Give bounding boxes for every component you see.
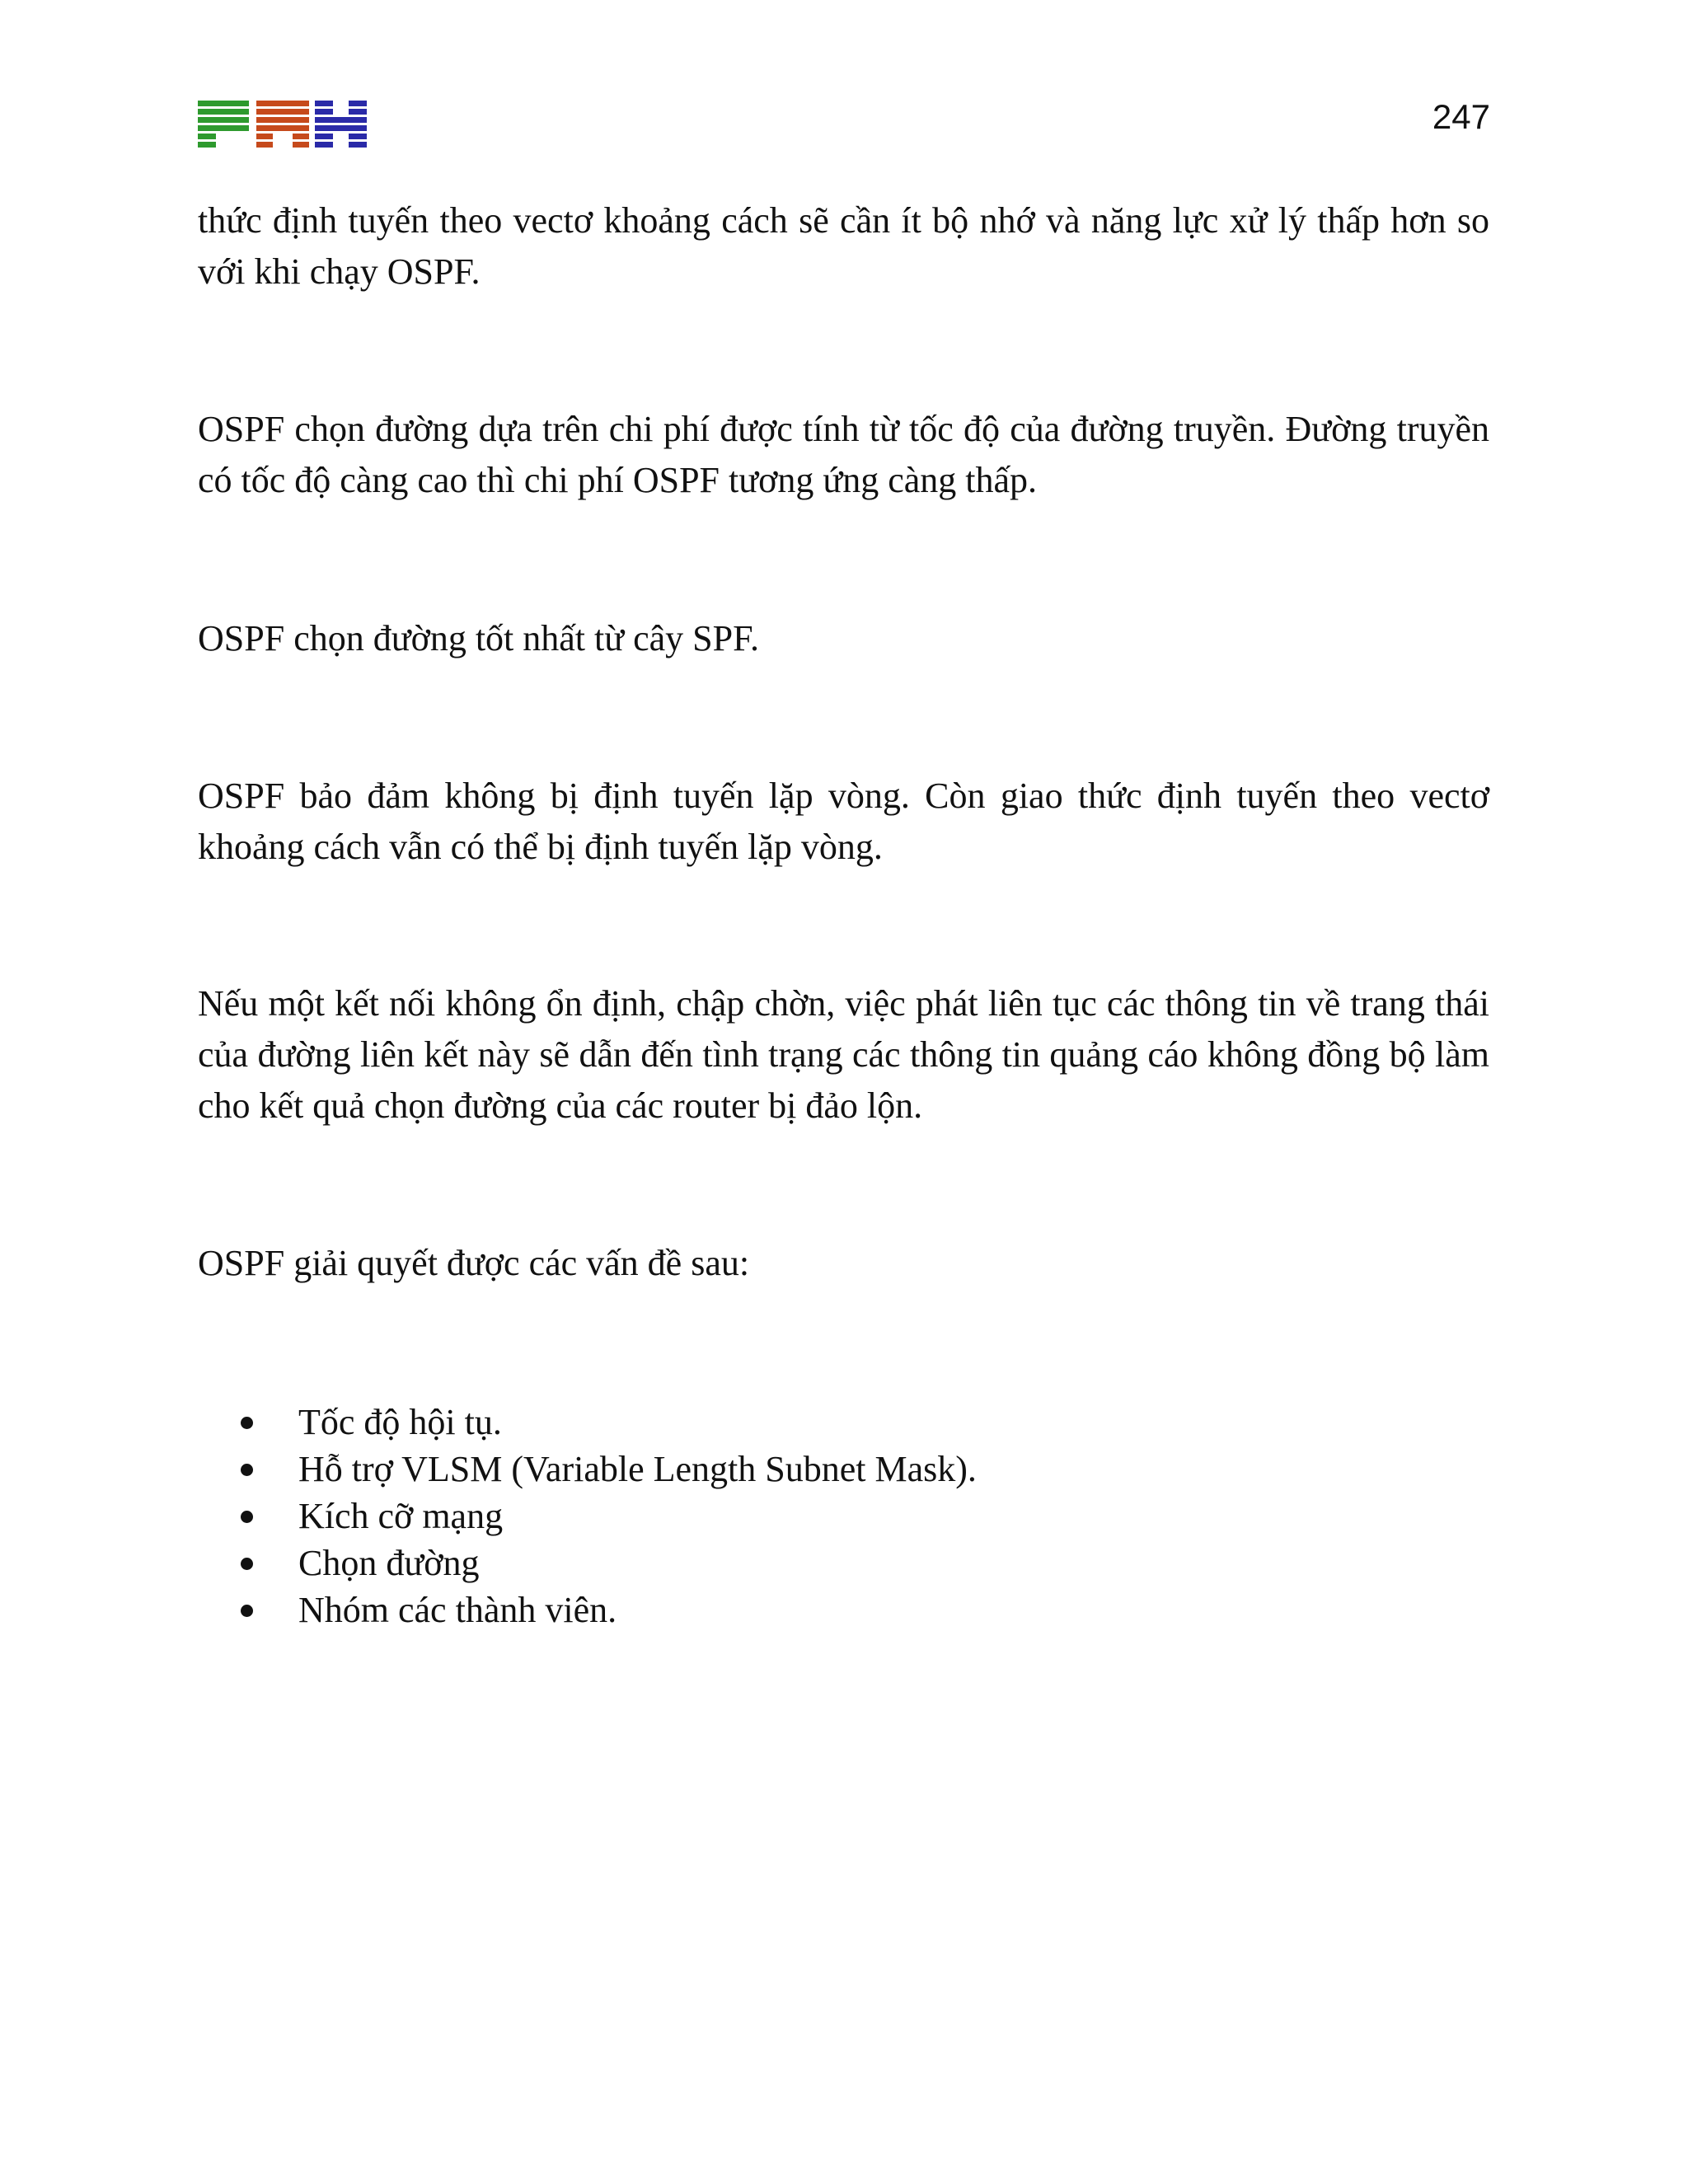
list-item-text: Nhóm các thành viên. [298, 1590, 617, 1630]
list-item-text: Tốc độ hội tụ. [298, 1402, 502, 1442]
logo-letter-p [198, 101, 249, 148]
paragraph-3: OSPF chọn đường tốt nhất từ cây SPF. [198, 618, 760, 658]
list-item [198, 1540, 1489, 1586]
list-item [198, 1493, 1489, 1540]
page-number: 247 [1432, 97, 1490, 136]
paragraph-4: OSPF bảo đảm không bị định tuyến lặp vòng. Còn giao thức định tuyến theo vectơ khoảng cách vẫn có thể bị định tuyến lặp vòng. [198, 776, 1489, 867]
list-item-text: Hỗ trợ VLSM (Variable Length Subnet Mask). [298, 1449, 977, 1489]
bullet-list [198, 1399, 1489, 1633]
logo-letter-h [315, 101, 367, 148]
list-item [198, 1399, 1489, 1446]
paragraph-1: thức định tuyến theo vectơ khoảng cách sẽ cần ít bộ nhớ và năng lực xử lý thấp hơn so với khi chạy OSPF. [198, 200, 1489, 292]
paragraph-5: Nếu một kết nối không ổn định, chập chờn, việc phát liên tục các thông tin về trang thái của đường liên kết này sẽ dẫn đến tình trạng các thông tin quảng cáo không đồng bộ làm cho kết quả chọn đường của các router bị đảo lộn. [198, 983, 1489, 1126]
bullet-icon [241, 1464, 253, 1476]
bullet-icon [241, 1417, 253, 1429]
paragraph-6: OSPF giải quyết được các vấn đề sau: [198, 1243, 750, 1283]
list-item [198, 1446, 1489, 1493]
paragraph-2: OSPF chọn đường dựa trên chi phí được tính từ tốc độ của đường truyền. Đường truyền có tốc độ càng cao thì chi phí OSPF tương ứng càng thấp. [198, 409, 1489, 500]
list-item [198, 1586, 1489, 1633]
bullet-icon [241, 1558, 253, 1570]
bullet-icon [241, 1605, 253, 1617]
list-item-text: Kích cỡ mạng [298, 1496, 504, 1536]
logo-letter-n [256, 101, 309, 148]
bullet-icon [241, 1511, 253, 1523]
pnh-logo [198, 101, 367, 148]
list-item-text: Chọn đường [298, 1543, 480, 1583]
